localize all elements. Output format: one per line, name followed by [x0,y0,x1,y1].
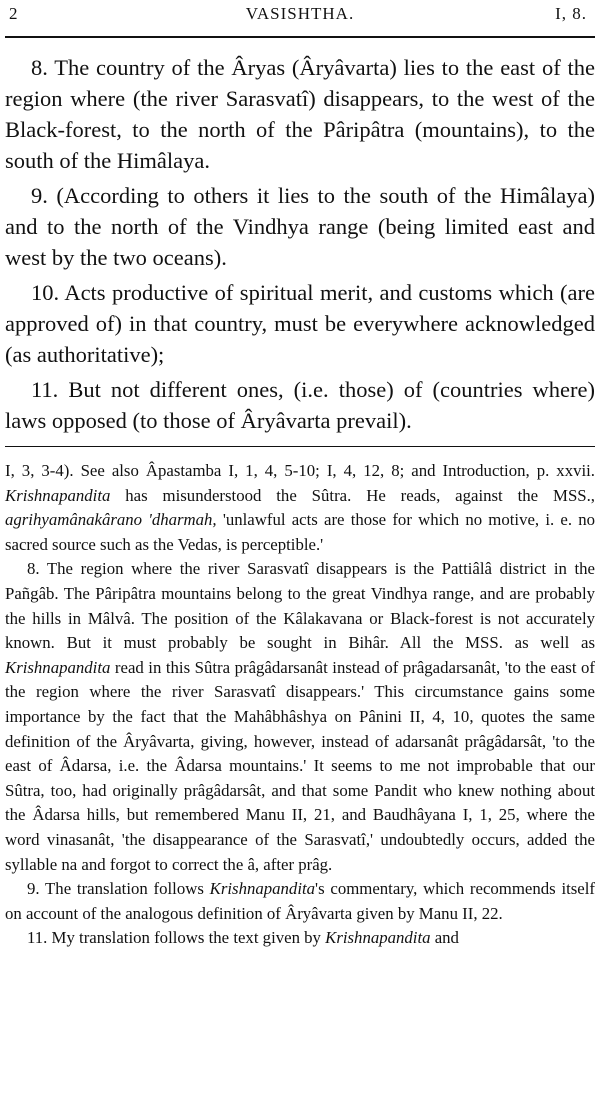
footnotes [5,459,595,951]
verse-8: 8. The country of the Âryas (Âryâvarta) lies to the east of the region where (the river Sarasvatî) disappears, to the west of the Black-forest, to the north of the Pâripâtra (mountains), to the south of the Himâlaya. [5,55,595,173]
footnote-rule [5,446,595,447]
running-header [5,0,595,30]
header-rule [5,36,595,38]
section-reference: I, 8. [555,4,587,23]
note-8: 8. The region where the river Sarasvatî disappears is the Pattiâlâ district in the Pañgâb. The Pâripâtra mountains belong to the great Vindhya range, and are probably the hills in Mâlvâ. The position of the Kâlakavana or Black-forest is not accurately known. But it must probably be sought in Bihâr. All the MSS. as well as Krishnapandita read in this Sûtra prâgâdarsanât instead of prâgadarsanât, 'to the east of the region where the river Sarasvatî disappears.' This circumstance gains some importance by the fact that the Mahâbhâshya on Pânini II, 4, 10, quotes the same definition of the Âryâvarta, giving, however, instead of adarsanât prâgâdarsât, 'to the east of Âdarsa, i.e. the Âdarsa mountains.' It seems to me not improbable that our Sûtra, too, had originally prâgâdarsât, and that some Pandit who knew nothing about the Âdarsa hills, but remembered Manu II, 21, and Baudhâyana I, 1, 25, where the word vinasanât, 'the disappearance of the Sarasvatî,' undoubtedly occurs, added the syllable na and forgot to correct the â, after prâg. [5,559,595,874]
verse-9: 9. (According to others it lies to the south of the Himâlaya) and to the north of the Vindhya range (being limited east and west by the two oceans). [5,183,595,270]
verse-10: 10. Acts productive of spiritual merit, and customs which (are approved of) in that country, must be everywhere acknowledged (as authoritative); [5,280,595,367]
translation-text [5,52,595,436]
verse-11: 11. But not different ones, (i.e. those) of (countries where) laws opposed (to those of Âryâvarta prevail). [5,377,595,433]
page-number: 2 [9,4,19,23]
note-continuation: I, 3, 3-4). See also Âpastamba I, 1, 4, 5-10; I, 4, 12, 8; and Introduction, p. xxvii. Krishnapandita has misunderstood the Sûtra. He reads, against the MSS., agrihyamânakârano 'dharmah, 'unlawful acts are those for which no motive, i. e. no sacred source such as the Vedas, is perceptible.' [5,461,596,554]
note-9: 9. The translation follows Krishnapandita's commentary, which recommends itself on account of the analogous definition of Âryâvarta given by Manu II, 22. [5,879,595,923]
note-11: 11. My translation follows the text given by Krishnapandita and [27,928,459,948]
running-title: VASISHTHA. [245,4,355,23]
